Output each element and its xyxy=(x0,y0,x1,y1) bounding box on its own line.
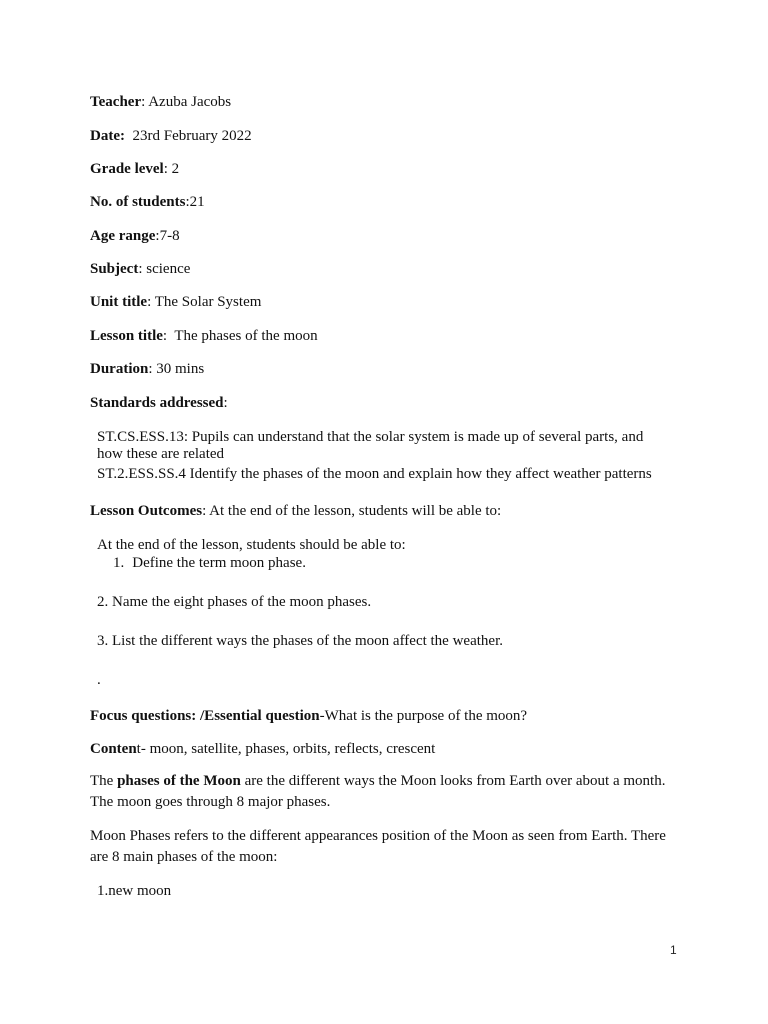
focus-label: Focus questions: /Essential question xyxy=(90,708,320,724)
field-age-range xyxy=(90,227,180,245)
outcomes-intro: At the end of the lesson, students should be able to: xyxy=(97,537,406,553)
list-number: 1. xyxy=(113,555,125,571)
field-label: Standards addressed xyxy=(90,395,224,411)
field-separator: : xyxy=(141,94,149,110)
list-item xyxy=(113,554,306,572)
content-text: t- moon, satellite, phases, orbits, reflects, crescent xyxy=(136,741,436,757)
field-value: 21 xyxy=(189,194,205,210)
field-value: Azuba Jacobs xyxy=(148,94,232,110)
focus-questions xyxy=(90,707,527,725)
field-grade-level xyxy=(90,160,179,178)
field-label: No. of students xyxy=(90,194,186,210)
page-number: 1 xyxy=(670,943,677,957)
field-value: 7-8 xyxy=(159,228,180,244)
list-item: 1.new moon xyxy=(97,883,172,899)
field-label: Subject xyxy=(90,261,139,277)
field-label: Duration xyxy=(90,361,149,377)
field-label: Date: xyxy=(90,128,125,144)
field-value: 30 mins xyxy=(156,361,205,377)
field-value: The Solar System xyxy=(154,294,262,310)
field-teacher xyxy=(90,93,231,111)
paragraph-text: The xyxy=(90,773,118,789)
field-value: The phases of the moon xyxy=(174,328,318,344)
list-item: 2. Name the eight phases of the moon phases. xyxy=(97,594,372,610)
field-no-of-students xyxy=(90,193,205,211)
paragraph xyxy=(90,771,680,813)
paragraph-text: are the different ways the Moon looks from Earth over about a month. The moon goes through 8 major phases. xyxy=(90,773,666,810)
field-separator: : xyxy=(155,228,160,244)
paragraph-bold: phases of the Moon xyxy=(117,773,241,789)
list-item: . xyxy=(97,672,101,688)
lesson-outcomes xyxy=(90,502,501,520)
standard-line: how these are related xyxy=(97,446,225,462)
paragraph: Moon Phases refers to the different appearances position of the Moon as seen from Earth. There are 8 main phases of the moon: xyxy=(90,828,666,865)
field-separator: : xyxy=(147,294,155,310)
field-separator: : xyxy=(148,361,157,377)
field-label: Teacher xyxy=(90,94,142,110)
field-subject xyxy=(90,260,190,278)
field-separator: : xyxy=(163,161,172,177)
standard-line: ST.CS.ESS.13: Pupils can understand that the solar system is made up of several parts, and xyxy=(97,429,644,445)
field-separator: : xyxy=(162,328,175,344)
content-line xyxy=(90,740,435,758)
field-value: science xyxy=(146,261,191,277)
list-item: 3. List the different ways the phases of the moon affect the weather. xyxy=(97,633,503,649)
field-separator: : xyxy=(185,194,190,210)
field-separator: : xyxy=(223,395,228,411)
field-value: 23rd February 2022 xyxy=(132,128,252,144)
outcomes-label: Lesson Outcomes xyxy=(90,503,203,519)
field-lesson-title xyxy=(90,327,318,345)
field-label: Age range xyxy=(90,228,156,244)
field-duration xyxy=(90,360,204,378)
field-unit-title xyxy=(90,293,261,311)
field-value: 2 xyxy=(171,161,180,177)
standard-line: ST.2.ESS.SS.4 Identify the phases of the moon and explain how they affect weather patterns xyxy=(97,466,652,482)
field-date xyxy=(90,127,252,145)
list-text: Define the term moon phase. xyxy=(132,555,306,571)
focus-text: -What is the purpose of the moon? xyxy=(319,708,528,724)
content-label: Conten xyxy=(90,741,137,757)
field-label: Grade level xyxy=(90,161,164,177)
field-label: Unit title xyxy=(90,294,148,310)
field-label: Lesson title xyxy=(90,328,163,344)
field-standards-addressed xyxy=(90,394,228,412)
outcomes-text: : At the end of the lesson, students will be able to: xyxy=(202,503,502,519)
field-separator: : xyxy=(138,261,147,277)
